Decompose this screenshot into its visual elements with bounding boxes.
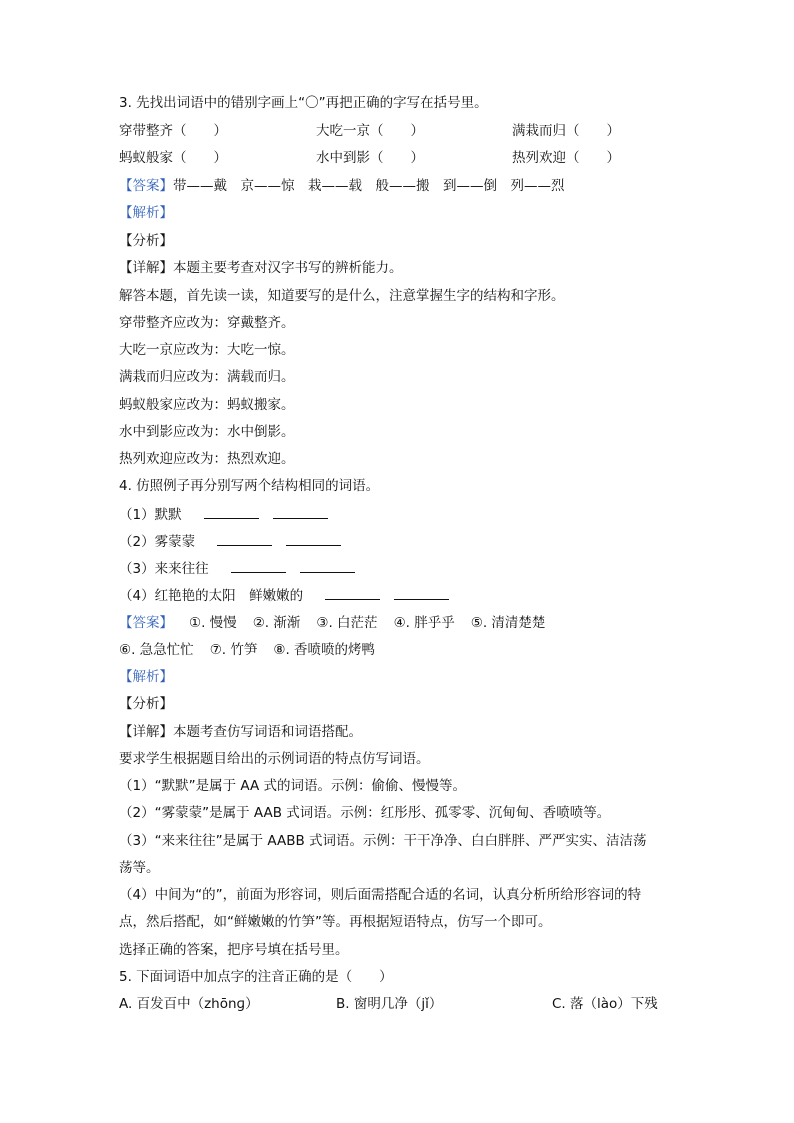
answer-blank: [204, 504, 259, 519]
q4-line: （1）“默默”是属于 AA 式的词语。示例：偷偷、慢慢等。: [119, 778, 467, 794]
answer-item: ⑤. 清清楚楚: [470, 615, 546, 631]
q4-question: 4. 仿照例子再分别写两个结构相同的词语。: [119, 478, 380, 494]
answer-tag: 【答案】: [119, 615, 173, 631]
q4-item-4: [119, 585, 449, 606]
q5-option-a: A. 百发百中（zhōnɡ）: [119, 996, 259, 1012]
detail-tag: 【详解】: [119, 260, 173, 276]
item-label: （1）默默: [119, 507, 182, 523]
q3-line: 解答本题，首先读一读，知道要写的是什么，注意掌握生字的结构和字形。: [119, 288, 565, 304]
answer-item: ③. 白茫茫: [316, 615, 378, 631]
item-label: （4）红艳艳的太阳 鲜嫩嫩的: [119, 588, 304, 604]
q3-line: 水中到影应改为：水中倒影。: [119, 424, 295, 440]
answer-blank: [286, 531, 341, 546]
q4-item-3: [119, 558, 355, 579]
q4-line: （2）“雾蒙蒙”是属于 AAB 式词语。示例：红彤彤、孤零零、沉甸甸、香喷喷等。: [119, 805, 611, 821]
q4-answer-line-2: [119, 640, 391, 660]
q4-item-1: [119, 504, 328, 525]
answer-item: ②. 渐渐: [252, 615, 301, 631]
q4-line: 要求学生根据题目给出的示例词语的特点仿写词语。: [119, 751, 430, 767]
q3-word-5: 水中到影（ ）: [316, 150, 424, 166]
q3-word-4: 蚂蚁般家（ ）: [119, 150, 227, 166]
q3-answer: [119, 176, 565, 196]
q4-line: （3）“来来往往”是属于 AABB 式词语。示例：干干净净、白白胖胖、严严实实、洁洁荡: [119, 833, 647, 849]
detail-text: 本题主要考查对汉字书写的辨析能力。: [173, 260, 403, 276]
q3-line: 穿带整齐应改为：穿戴整齐。: [119, 315, 295, 331]
answer-item: ⑦. 竹笋: [209, 642, 258, 658]
detail-tag: 【详解】: [119, 724, 173, 740]
answer-blank: [273, 504, 328, 519]
q4-line: 选择正确的答案，把序号填在括号里。: [119, 942, 349, 958]
q4-line: 点，然后搭配，如“鲜嫩嫩的竹笋”等。再根据短语特点，仿写一个即可。: [119, 914, 552, 930]
answer-blank: [325, 585, 380, 600]
q3-line: 大吃一京应改为：大吃一惊。: [119, 342, 295, 358]
answer-item: ④. 胖乎乎: [393, 615, 455, 631]
answer-item: ①. 慢慢: [189, 615, 237, 631]
q3-word-3: 满栽而归（ ）: [512, 123, 620, 139]
q5-option-b: B. 窗明几净（jǐ）: [336, 996, 443, 1012]
answer-text: 带——戴 京——惊 栽——载 般——搬 到——倒 列——烈: [173, 178, 565, 194]
q3-line: 热列欢迎应改为：热烈欢迎。: [119, 451, 295, 467]
q3-word-6: 热列欢迎（ ）: [512, 150, 620, 166]
q4-fenxi-tag: 【分析】: [119, 696, 173, 712]
q3-fenxi-tag: 【分析】: [119, 233, 173, 249]
q3-question: 3. 先找出词语中的错别字画上“〇”再把正确的字写在括号里。: [119, 95, 488, 111]
q3-detail: [119, 258, 403, 278]
q4-jiexi-tag: 【解析】: [119, 669, 173, 685]
q3-line: 蚂蚁般家应改为：蚂蚁搬家。: [119, 397, 295, 413]
q5-question: 5. 下面词语中加点字的注音正确的是（ ）: [119, 969, 393, 985]
detail-text: 本题考查仿写词语和词语搭配。: [173, 724, 362, 740]
q4-line: （4）中间为“的”，前面为形容词，则后面需搭配合适的名词，认真分析所给形容词的特: [119, 887, 642, 903]
q5-option-c: C. 落（lào）下残: [552, 996, 658, 1012]
q3-line: 满栽而归应改为：满载而归。: [119, 369, 295, 385]
item-label: （2）雾蒙蒙: [119, 534, 196, 550]
answer-item: ⑧. 香喷喷的烤鸭: [273, 642, 376, 658]
q4-answer-line-1: [119, 613, 561, 633]
q4-line: 荡等。: [119, 860, 160, 876]
q4-item-2: [119, 531, 341, 552]
answer-tag: 【答案】: [119, 178, 173, 194]
answer-blank: [231, 558, 286, 573]
q4-detail: [119, 722, 362, 742]
q3-word-2: 大吃一京（ ）: [316, 123, 424, 139]
answer-blank: [300, 558, 355, 573]
q3-jiexi-tag: 【解析】: [119, 205, 173, 221]
answer-item: ⑥. 急急忙忙: [119, 642, 194, 658]
item-label: （3）来来往往: [119, 561, 209, 577]
q3-word-1: 穿带整齐（ ）: [119, 123, 227, 139]
answer-blank: [217, 531, 272, 546]
answer-blank: [394, 585, 449, 600]
